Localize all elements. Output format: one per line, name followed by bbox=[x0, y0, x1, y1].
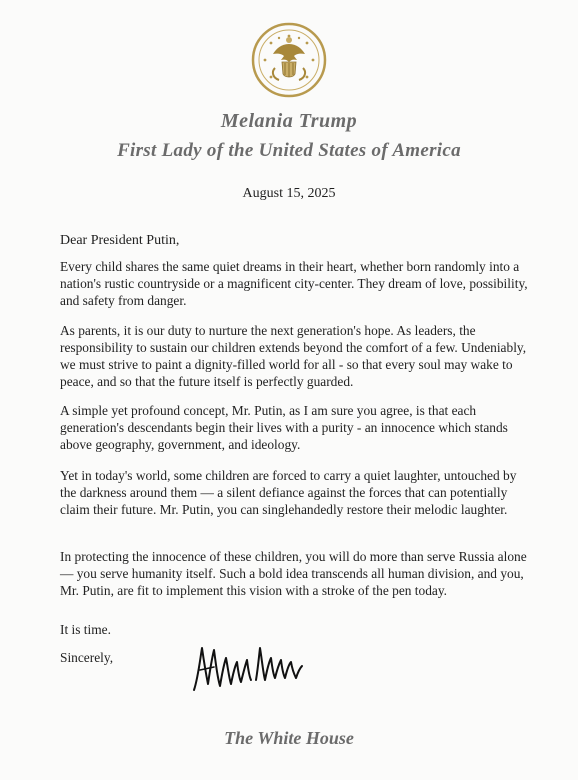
closing-line: It is time. bbox=[60, 622, 111, 637]
paragraph-2: As parents, it is our duty to nurture the next generation's hope. As leaders, the responsibility to sustain our children extends beyond the comfort of a few. Undeniably, we must strive to paint a dignity-filled world for all - so that every soul may wake to peace, and so that the future itself is perfectly guarded. bbox=[60, 323, 527, 389]
letterhead-title: First Lady of the United States of America bbox=[117, 140, 461, 161]
letter-date: August 15, 2025 bbox=[242, 186, 336, 201]
letterhead-name: Melania Trump bbox=[220, 110, 358, 132]
paragraph-1: Every child shares the same quiet dreams in their heart, whether born randomly into a nation's rustic countryside or a magnificent city-center. They dream of love, possibility, and safety from danger. bbox=[60, 259, 528, 308]
footer-the-white-house: The White House bbox=[224, 728, 354, 748]
signoff: Sincerely, bbox=[60, 650, 114, 665]
handwritten-signature-icon bbox=[190, 640, 305, 695]
presidential-seal-icon bbox=[251, 22, 327, 98]
paragraph-3: A simple yet profound concept, Mr. Putin, as I am sure you agree, is that each generation's descendants begin their lives with a purity - an innocence which stands above geography, government, and ideology. bbox=[60, 403, 508, 452]
paragraph-5: In protecting the innocence of these children, you will do more than serve Russia alone — you serve humanity itself. Such a bold idea transcends all human division, and you, Mr. Putin, are fit to implement this vision with a stroke of the pen today. bbox=[60, 549, 527, 598]
paragraph-4: Yet in today's world, some children are forced to carry a quiet laughter, untouched by the darkness around them — a silent defiance against the forces that can potentially claim their future. Mr. Putin, you can singlehandedly restore their melodic laughter. bbox=[60, 468, 517, 517]
salutation: Dear President Putin, bbox=[60, 233, 180, 248]
